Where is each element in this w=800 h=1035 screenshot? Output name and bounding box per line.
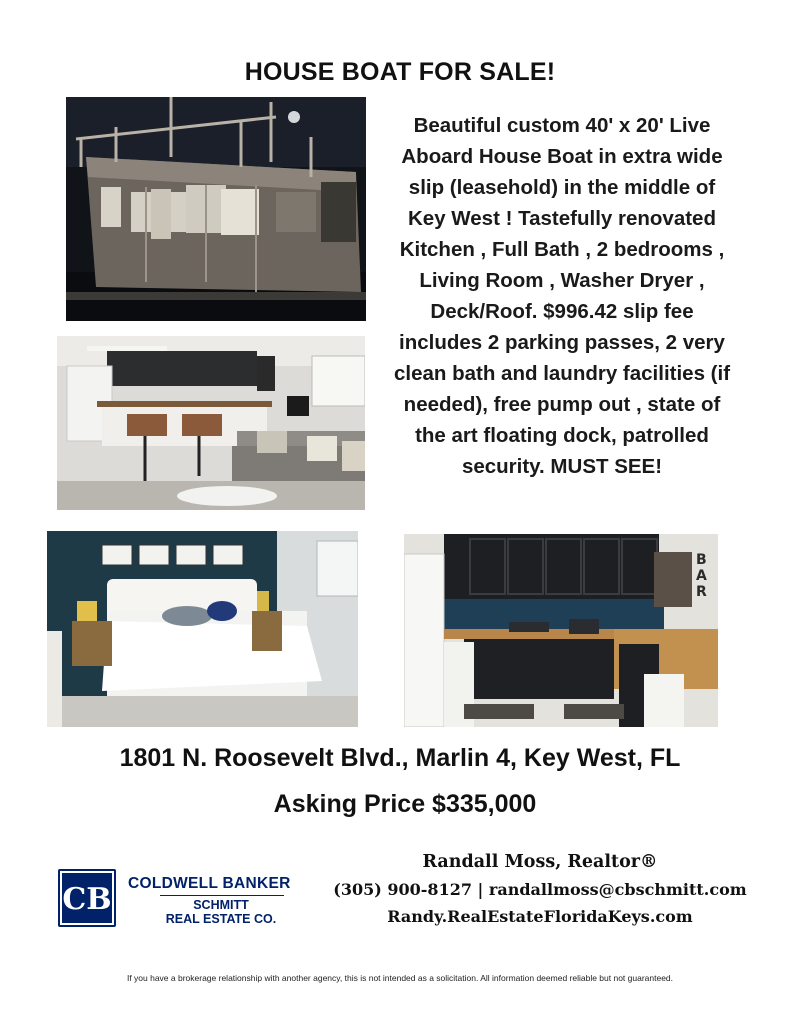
agent-name: Randall Moss, Realtor®	[422, 852, 658, 872]
svg-text:A: A	[696, 568, 707, 584]
bedroom-photo	[47, 531, 358, 727]
legal-disclaimer: If you have a brokerage relationship with another agency, this is not intended as a solicitation. All information deemed reliable but not guaranteed.	[126, 973, 674, 983]
brand-name-line2: SCHMITT	[193, 898, 249, 912]
brand-name-line3: REAL ESTATE CO.	[165, 912, 277, 926]
kitchen-photo	[404, 534, 718, 727]
coldwell-banker-logo-icon	[58, 869, 116, 927]
agent-website[interactable]: Randy.RealEstateFloridaKeys.com	[387, 907, 693, 926]
brand-divider	[160, 895, 284, 896]
flyer-title: HOUSE BOAT FOR SALE!	[244, 58, 556, 86]
houseboat-exterior-photo	[66, 97, 366, 321]
property-address: 1801 N. Roosevelt Blvd., Marlin 4, Key West, FL	[119, 744, 681, 772]
svg-text:B: B	[696, 552, 707, 568]
listing-description: Beautiful custom 40' x 20' Live Aboard House Boat in extra wide slip (leasehold) in the middle of Key West ! Tastefully renovated Kitchen , Full Bath , 2 bedrooms , Living Room , Washer Dryer , Deck/Roof. $996.42 slip fee includes 2 parking passes, 2 very clean bath and laundry facilities (if needed), free pump out , state of the art floating dock, patrolled security. MUST SEE!	[393, 114, 731, 478]
logo-mark: CB	[62, 882, 112, 917]
living-room-photo	[57, 336, 365, 510]
brand-name-line1: COLDWELL BANKER	[128, 875, 291, 892]
asking-price: Asking Price $335,000	[273, 790, 537, 818]
agent-phone-email[interactable]: (305) 900-8127 | randallmoss@cbschmitt.com	[333, 880, 747, 899]
svg-text:R: R	[696, 584, 707, 600]
